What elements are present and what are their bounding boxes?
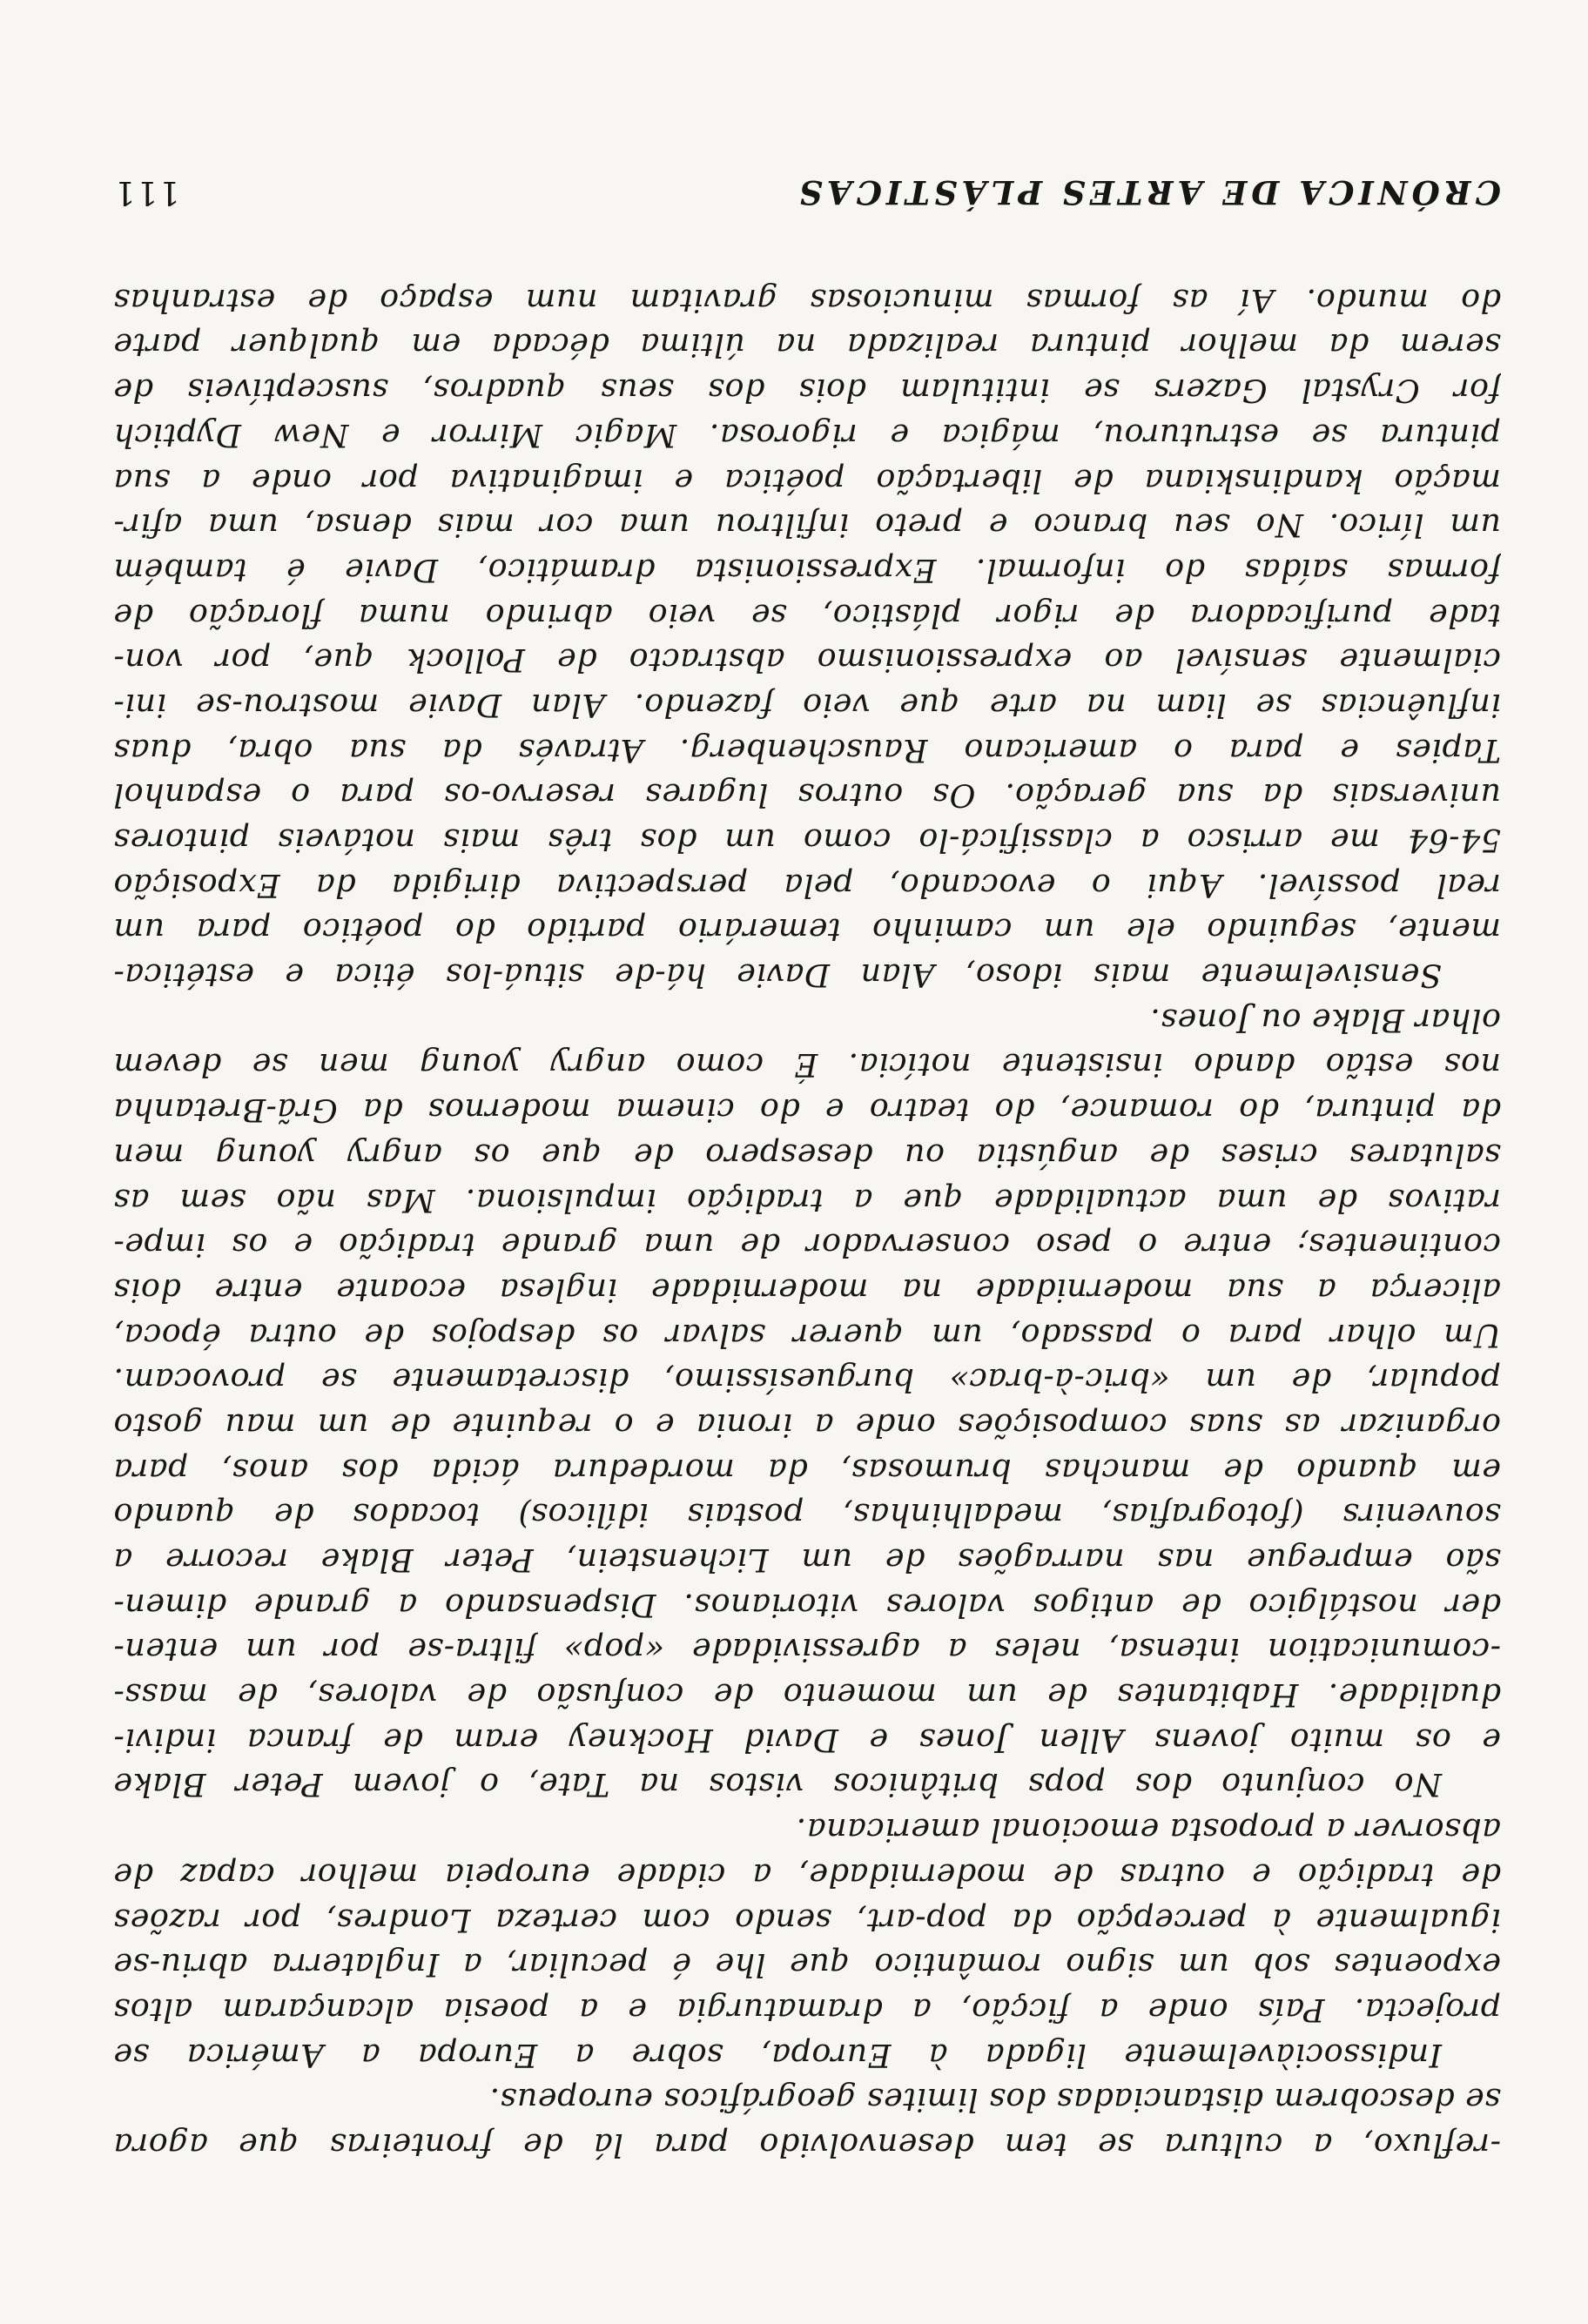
text-line: projecta. País onde a ficção, a dramaturgia e a poesia alcançaram altos	[113, 1991, 1501, 2029]
text-line: continentes; entre o peso conservador de uma grande tradição e os impe-	[113, 1226, 1501, 1265]
text-line: influências se liam na arte que veio fazendo. Alan Davie mostrou-se ini-	[113, 687, 1501, 724]
text-line: cialmente sensível ao expressionismo abstracto de Pollock que, por von-	[113, 641, 1501, 680]
text-line: dualidade. Habitantes de um momento de confusão de valores, de mass-	[113, 1676, 1501, 1715]
text-line: -refluxo, a cultura se tem desenvolvido para lá de fronteiras que agora	[113, 2126, 1501, 2164]
text-line: serem da melhor pintura realizada na última década em qualquer parte	[113, 326, 1501, 365]
text-line: Indissociàvelmente ligada à Europa, sobre a Europa a América se	[113, 2036, 1442, 2074]
text-line: formas saídas do informal. Expressionista dramático, Davie é também	[113, 551, 1501, 589]
text-line: nos estão dando insistente notícia. É como angry young men se devem	[113, 1046, 1501, 1085]
text-line: organizar as suas composições onde a ironia e o requinte de um mau gosto	[113, 1407, 1501, 1444]
text-line: Tapies e para o americano Rauschenberg. Através da sua obra, duas	[113, 731, 1501, 769]
text-line: tade purificadora de rigor plástico, se veio abrindo numa floração de	[113, 596, 1501, 635]
text-line: real possível. Aqui o evocando, pela perspectiva dirigida da Exposição	[113, 866, 1501, 904]
text-line: igualmente à percepção da pop-art, sendo com certeza Londres, por razões	[113, 1901, 1501, 1939]
text-line: for Crystal Gazers se intitulam dois dos seus quadros, susceptíveis de	[113, 372, 1501, 410]
text-line: der nostálgico de antigos valores vitorianos. Dispensando a grande dimen-	[113, 1586, 1501, 1624]
text-line: -comunication intensa, neles a agressividade «pop» filtra-se por um enten-	[113, 1631, 1501, 1669]
text-line: No conjunto dos pops britânicos vistos na Tate, o jovem Peter Blake	[113, 1766, 1442, 1804]
text-line: souvenirs (fotografias, medalhinhas, postais idílicos) tocados de quando	[113, 1496, 1501, 1535]
text-line: do mundo. Aí as formas minuciosas gravitam num espaço de estranhas	[113, 281, 1501, 319]
text-line: universais da sua geração. Os outros lugares reservo-os para o espanhol	[113, 776, 1501, 815]
text-line: olhar Blake ou Jones.	[1149, 1001, 1501, 1039]
page-number: 111	[113, 174, 180, 212]
text-line: salutares crises de angústia ou desespero de que os angry young men	[113, 1136, 1501, 1174]
text-line: Sensivelmente mais idoso, Alan Davie há-de situá-los ética e estética-	[113, 957, 1442, 995]
text-line: Um olhar para o passado, um querer salvar os despojos de outra época,	[113, 1316, 1501, 1354]
body-text	[113, 278, 1501, 2167]
text-line: e os muito jovens Allen Jones e David Hockney eram de franca indivi-	[113, 1721, 1501, 1759]
text-line: pintura se estruturou, mágica e rigorosa. Magic Mirror e New Dyptich	[113, 416, 1501, 454]
text-line: popular, de um «bric-à-brac» burguesíssimo, discretamente se provocam.	[113, 1361, 1501, 1400]
page-header	[113, 159, 1501, 212]
text-line: rativos de uma actualidade que a tradição impulsiona. Mas não sem as	[113, 1181, 1501, 1219]
text-line: expoentes sob um signo romântico que lhe é peculiar, a Inglaterra abriu-se	[113, 1946, 1501, 1985]
text-line: absorver a proposta emocional americana.	[796, 1811, 1501, 1850]
text-line: 54-64 me arrisco a classificá-lo como um dos três mais notáveis pintores	[113, 822, 1501, 860]
text-line: da pintura, do romance, do teatro e do cinema modernos da Grã-Bretanha	[113, 1091, 1501, 1130]
text-line: mação kandinskiana de libertação poética e imaginativa por onde a sua	[113, 461, 1501, 500]
text-line: mente, seguindo ele um caminho temerário partido do poético para um	[113, 911, 1501, 950]
text-line: são empregue nas narragões de um Lichenstein, Peter Blake recorre a	[113, 1541, 1501, 1580]
text-line: um lírico. No seu branco e preto infiltrou uma cor mais densa, uma afir-	[113, 507, 1501, 545]
text-line: em quando de manchas brumosas, da mordedura ácida dos anos, para	[113, 1451, 1501, 1489]
running-title: CRÓNICA DE ARTES PLÁSTICAS	[795, 173, 1501, 212]
text-line: se descobrem distanciadas dos limites geográficos europeus.	[489, 2081, 1501, 2119]
text-line: alicerça a sua modernidade na modernidade inglesa ecoante entre dois	[113, 1271, 1501, 1309]
text-line: de tradição e outras de modernidade, a cidade europeia melhor capaz de	[113, 1856, 1501, 1894]
